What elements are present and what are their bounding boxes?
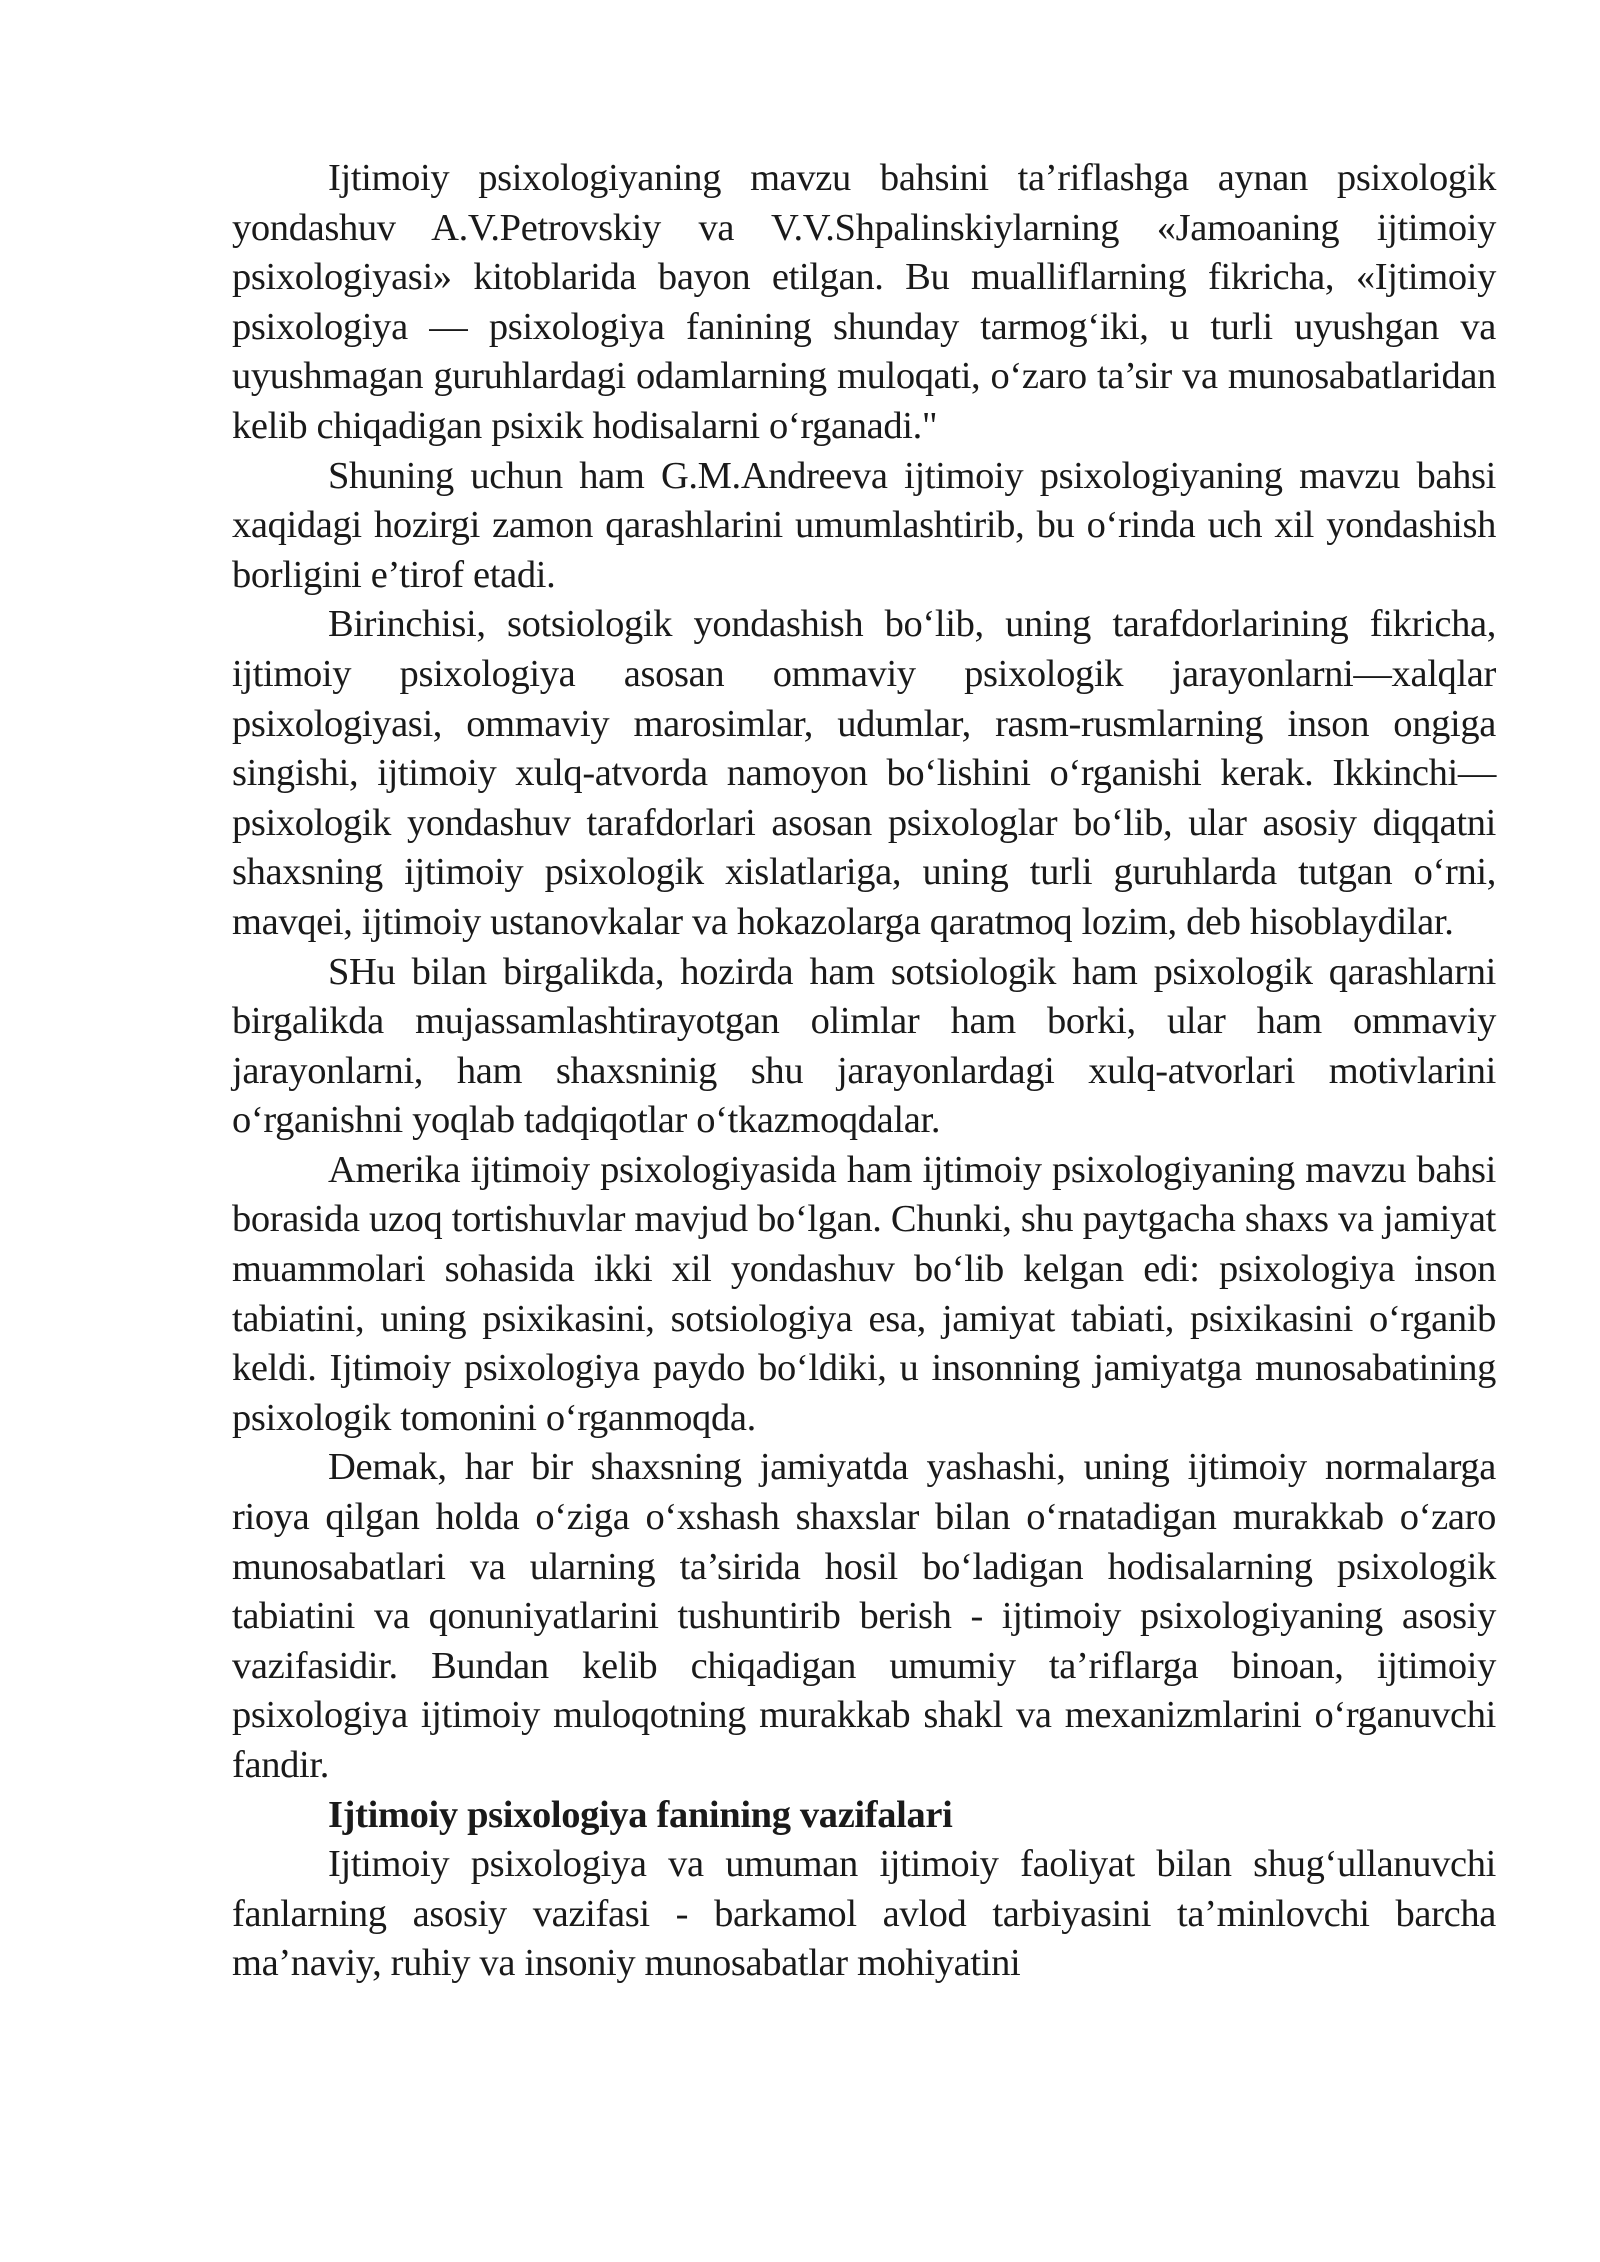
paragraph-psychological-approach: Ijtimoiy psixologiyaning mavzu bahsini ta’riflashga aynan psixologik yondashuv A.V.Petrovskiy va V.V.Shpalinskiylarning «Jamoaning ijtimoiy psixologiyasi» kitoblarida bayon etilgan. Bu mualliflarning fikricha, «Ijtimoiy psixologiya — psixologiya fanining shunday tarmog‘iki, u turli uyushgan va uyushmagan guruhlardagi odamlarning muloqati, o‘zaro ta’sir va munosabatlaridan kelib chiqadigan psixik hodisalarni o‘rganadi." <box>232 157 1496 447</box>
paragraph-andreeva-approaches: Shuning uchun ham G.M.Andreeva ijtimoiy psixologiyaning mavzu bahsi xaqidagi hozirgi zamon qarashlarini umumlashtirib, bu o‘rinda uch xil yondashish borligini e’tirof etadi. <box>232 454 1496 596</box>
paragraph-tasks-intro: Ijtimoiy psixologiya va umuman ijtimoiy faoliyat bilan shug‘ullanuvchi fanlarning asosiy vazifasi - barkamol avlod tarbiyasini ta’minlovchi barcha ma’naviy, ruhiy va insoniy munosabatlar mohiyatini <box>232 1843 1496 1985</box>
paragraph-sociological-approach: Birinchisi, sotsiologik yondashish bo‘lib, uning tarafdorlarining fikricha, ijtimoiy psixologiya asosan ommaviy psixologik jarayonlarni—xalqlar psixologiyasi, ommaviy marosimlar, udumlar, rasm-rusmlarning inson ongiga singishi, ijtimoiy xulq-atvorda namoyon bo‘lishini o‘rganishi kerak. Ikkinchi—psixologik yondashuv tarafdorlari asosan psixologlar bo‘lib, ular asosiy diqqatni shaxsning ijtimoiy psixologik xislatlariga, uning turli guruhlarda tutgan o‘rni, mavqei, ijtimoiy ustanovkalar va hokazolarga qaratmoq lozim, deb hisoblaydilar. <box>232 603 1496 943</box>
document-page <box>232 154 1496 1989</box>
paragraph-american-social-psychology: Amerika ijtimoiy psixologiyasida ham ijtimoiy psixologiyaning mavzu bahsi borasida uzoq tortishuvlar mavjud bo‘lgan. Chunki, shu paytgacha shaxs va jamiyat muammolari sohasida ikki xil yondashuv bo‘lib kelgan edi: psixologiya inson tabiatini, uning psixikasini, sotsiologiya esa, jamiyat tabiati, psixikasini o‘rganib keldi. Ijtimoiy psixologiya paydo bo‘ldiki, u insonning jamiyatga munosabatining psixologik tomonini o‘rganmoqda. <box>232 1148 1496 1439</box>
paragraph-combined-approach: SHu bilan birgalikda, hozirda ham sotsiologik ham psixologik qarashlarni birgalikda mujassamlashtirayotgan olimlar ham borki, ular ham ommaviy jarayonlarni, ham shaxsninig shu jarayonlardagi xulq-atvorlari motivlarini o‘rganishni yoqlab tadqiqotlar o‘tkazmoqdalar. <box>232 950 1496 1142</box>
paragraph-main-task: Demak, har bir shaxsning jamiyatda yashashi, uning ijtimoiy normalarga rioya qilgan holda o‘ziga o‘xshash shaxslar bilan o‘rnatadigan murakkab o‘zaro munosabatlari va ularning ta’sirida hosil bo‘ladigan hodisalarning psixologik tabiatini va qonuniyatlarini tushuntirib berish - ijtimoiy psixologiyaning asosiy vazifasidir. Bundan kelib chiqadigan umumiy ta’riflarga binoan, ijtimoiy psixologiya ijtimoiy muloqotning murakkab shakl va mexanizmlarini o‘rganuvchi fandir. <box>232 1446 1496 1786</box>
section-heading: Ijtimoiy psixologiya fanining vazifalari <box>328 1793 953 1836</box>
